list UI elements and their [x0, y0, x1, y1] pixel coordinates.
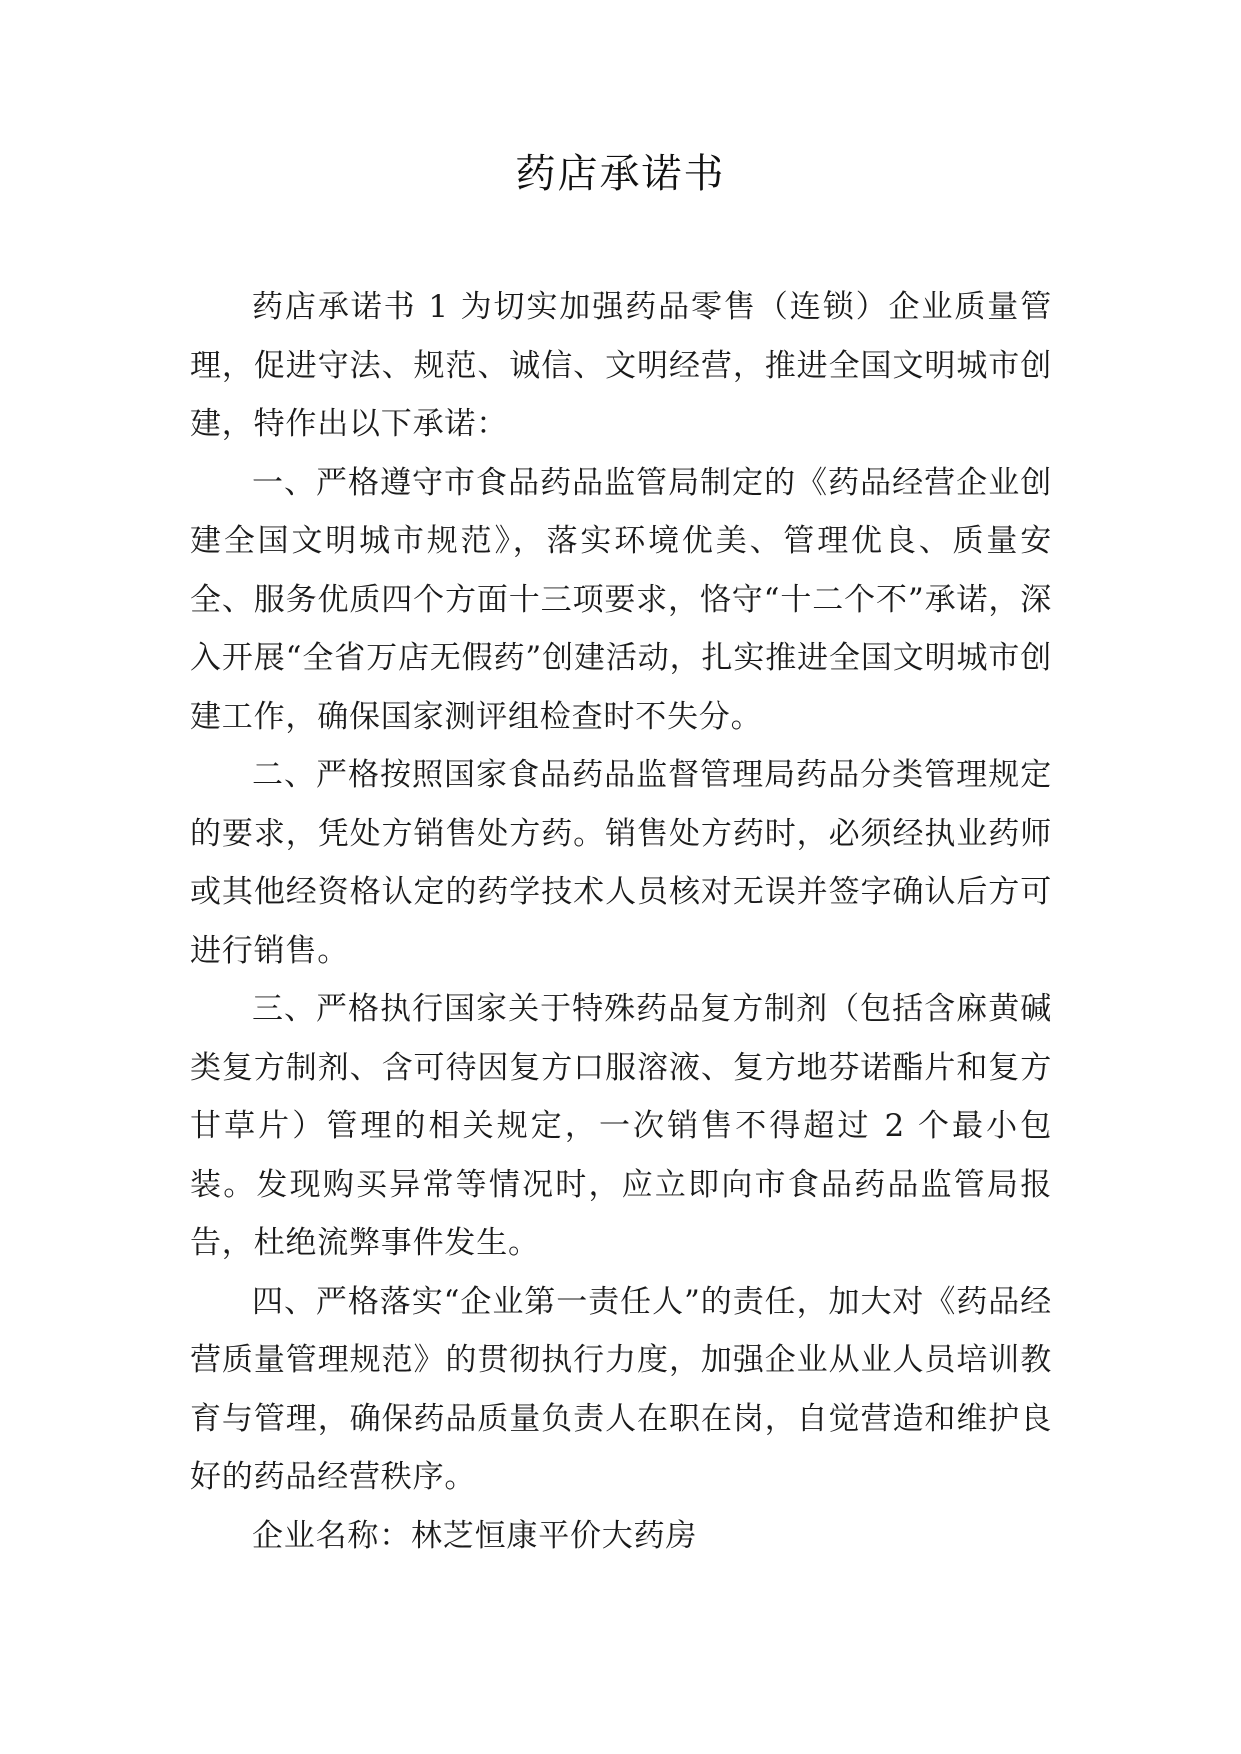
commitment-two-paragraph: 二、严格按照国家食品药品监督管理局药品分类管理规定的要求，凭处方销售处方药。销售处方药时，必须经执业药师或其他经资格认定的药学技术人员核对无误并签字确认后方可进行销售。 [190, 757, 1052, 969]
commitment-four-paragraph: 四、严格落实“企业第一责任人”的责任，加大对《药品经营质量管理规范》的贯彻执行力度，加强企业从业人员培训教育与管理，确保药品质量负责人在职在岗，自觉营造和维护良好的药品经营秩序。 [190, 1283, 1052, 1495]
commitment-one-paragraph: 一、严格遵守市食品药品监管局制定的《药品经营企业创建全国文明城市规范》，落实环境优美、管理优良、质量安全、服务优质四个方面十三项要求，恪守“十二个不”承诺，深入开展“全省万店无假药”创建活动，扎实推进全国文明城市创建工作，确保国家测评组检查时不失分。 [190, 464, 1052, 735]
intro-paragraph: 药店承诺书 1 为切实加强药品零售（连锁）企业质量管理，促进守法、规范、诚信、文明经营，推进全国文明城市创建，特作出以下承诺： [190, 289, 1052, 442]
document-title: 药店承诺书 [515, 151, 726, 197]
company-name-line: 企业名称：林芝恒康平价大药房 [252, 1517, 698, 1554]
document-body [190, 278, 1052, 1565]
commitment-three-paragraph: 三、严格执行国家关于特殊药品复方制剂（包括含麻黄碱类复方制剂、含可待因复方口服溶液、复方地芬诺酯片和复方甘草片）管理的相关规定，一次销售不得超过 2 个最小包装。发现购买异常等情况时，应立即向市食品药品监管局报告，杜绝流弊事件发生。 [190, 991, 1052, 1261]
